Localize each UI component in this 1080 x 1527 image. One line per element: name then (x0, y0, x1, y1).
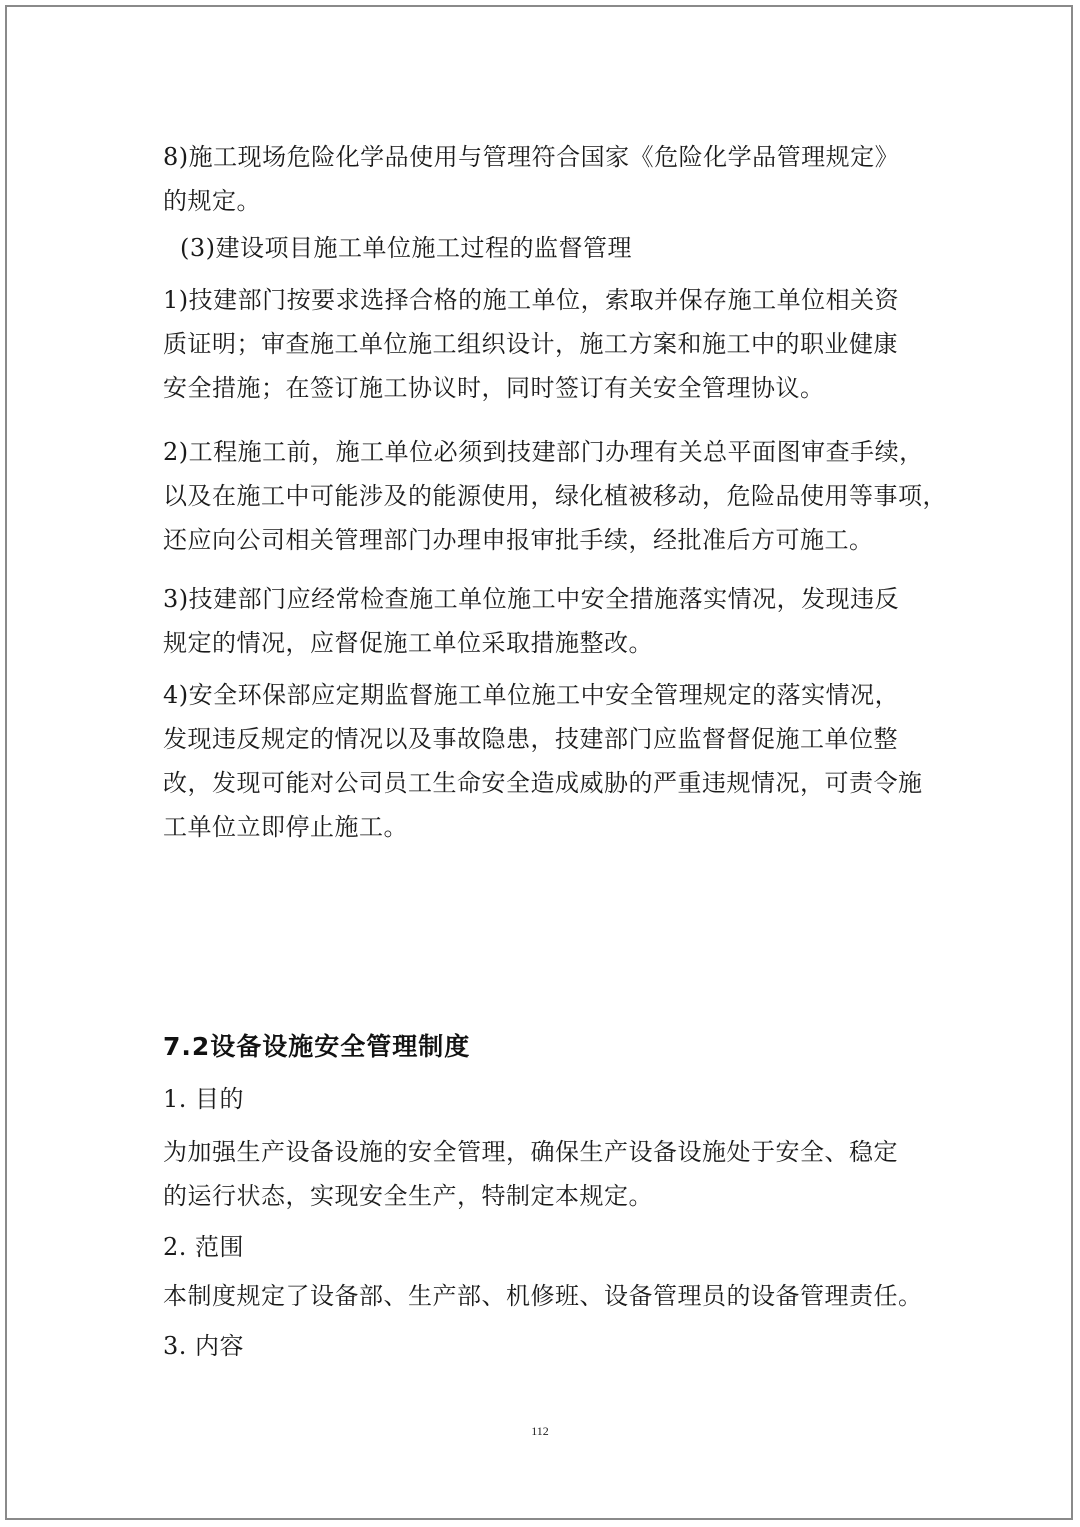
text-line: 安全措施；在签订施工协议时，同时签订有关安全管理协议。 (163, 374, 825, 402)
text-line: 1)技建部门按要求选择合格的施工单位，索取并保存施工单位相关资 (163, 286, 900, 314)
subheading-text: (3)建设项目施工单位施工过程的监督管理 (180, 234, 632, 262)
text-line: 本制度规定了设备部、生产部、机修班、设备管理员的设备管理责任。 (163, 1282, 923, 1310)
text-line: 8)施工现场危险化学品使用与管理符合国家《危险化学品管理规定》 (163, 143, 900, 171)
text-line: 工单位立即停止施工。 (163, 813, 408, 841)
text-line: 改，发现可能对公司员工生命安全造成威胁的严重违规情况，可责令施 (163, 769, 923, 797)
text-line: 质证明；审查施工单位施工组织设计，施工方案和施工中的职业健康 (163, 330, 898, 358)
item-4-paragraph (163, 673, 933, 849)
scope-paragraph (163, 1274, 933, 1318)
page-number: 112 (531, 1424, 549, 1438)
text-line: 的规定。 (163, 187, 261, 215)
text-line: 3)技建部门应经常检查施工单位施工中安全措施落实情况，发现违反 (163, 585, 900, 613)
item-8-paragraph (163, 135, 933, 223)
text-line: 还应向公司相关管理部门办理申报审批手续，经批准后方可施工。 (163, 526, 874, 554)
item-3-paragraph (163, 577, 933, 665)
purpose-paragraph (163, 1130, 933, 1218)
text-line: 以及在施工中可能涉及的能源使用，绿化植被移动，危险品使用等事项， (163, 482, 947, 510)
text-line: 2)工程施工前，施工单位必须到技建部门办理有关总平面图审查手续， (163, 438, 924, 466)
text-line: 4)安全环保部应定期监督施工单位施工中安全管理规定的落实情况， (163, 681, 900, 709)
text-line: 规定的情况，应督促施工单位采取措施整改。 (163, 629, 653, 657)
text-line: 发现违反规定的情况以及事故隐患，技建部门应监督督促施工单位整 (163, 725, 898, 753)
item-2-paragraph (163, 430, 947, 562)
text-line: 为加强生产设备设施的安全管理，确保生产设备设施处于安全、稳定 (163, 1138, 898, 1166)
subheading-3 (180, 226, 950, 270)
purpose-heading-text: 1. 目的 (163, 1085, 245, 1113)
text-line: 的运行状态，实现安全生产，特制定本规定。 (163, 1182, 653, 1210)
scope-heading (163, 1225, 933, 1269)
content-heading-text: 3. 内容 (163, 1332, 245, 1360)
section-title: 7.2设备设施安全管理制度 (163, 1032, 471, 1061)
purpose-heading (163, 1077, 933, 1121)
item-1-paragraph (163, 278, 933, 410)
scope-heading-text: 2. 范围 (163, 1233, 245, 1261)
content-heading (163, 1324, 933, 1368)
